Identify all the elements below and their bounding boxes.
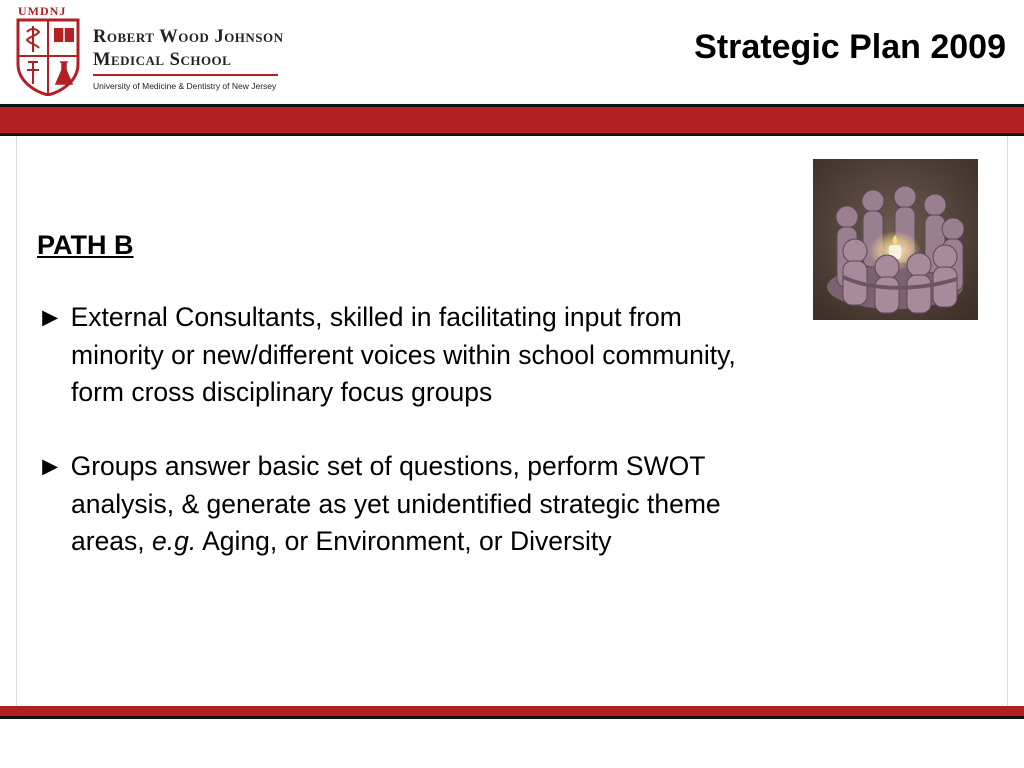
bullet-emphasis: e.g.: [152, 526, 197, 556]
header-red-band: [0, 104, 1024, 136]
logo-school-line2: Medical School: [93, 50, 232, 70]
slide-header: [0, 0, 1024, 104]
bullet-text: Aging, or Environment, or Diversity: [196, 526, 612, 556]
bullet-line: [37, 523, 897, 561]
bullet-line: [37, 299, 897, 337]
bullet-text: analysis, & generate as yet unidentified strategic theme: [71, 488, 721, 519]
clay-figures-circle-candle-photo: [813, 159, 978, 320]
logo-university-text: University of Medicine & Dentistry of New Jersey: [93, 81, 277, 91]
logo-org-text: UMDNJ: [18, 4, 67, 18]
slide-title: Strategic Plan 2009: [694, 28, 1006, 66]
bullet-item-1: [37, 299, 897, 412]
bullet-text: areas,: [71, 526, 153, 556]
bullet-text: Groups answer basic set of questions, perform SWOT: [70, 451, 706, 481]
bullet-text: form cross disciplinary focus groups: [71, 377, 493, 407]
bullet-line: [37, 448, 897, 486]
bullet-marker-icon: ►: [37, 302, 64, 332]
bullet-item-2: [37, 448, 897, 561]
bullet-text: External Consultants, skilled in facilitating input from: [70, 302, 682, 332]
bullet-text: minority or new/different voices within school community,: [71, 339, 736, 370]
footer-red-band: [0, 706, 1024, 719]
logo-school-line1: Robert Wood Johnson: [93, 27, 284, 47]
slide-content: [0, 136, 1024, 706]
shield-crest-icon: [16, 18, 80, 96]
bullet-marker-icon: ►: [37, 451, 64, 481]
school-logo: [16, 4, 346, 98]
logo-divider: [93, 74, 278, 76]
section-title: PATH B: [37, 230, 134, 260]
